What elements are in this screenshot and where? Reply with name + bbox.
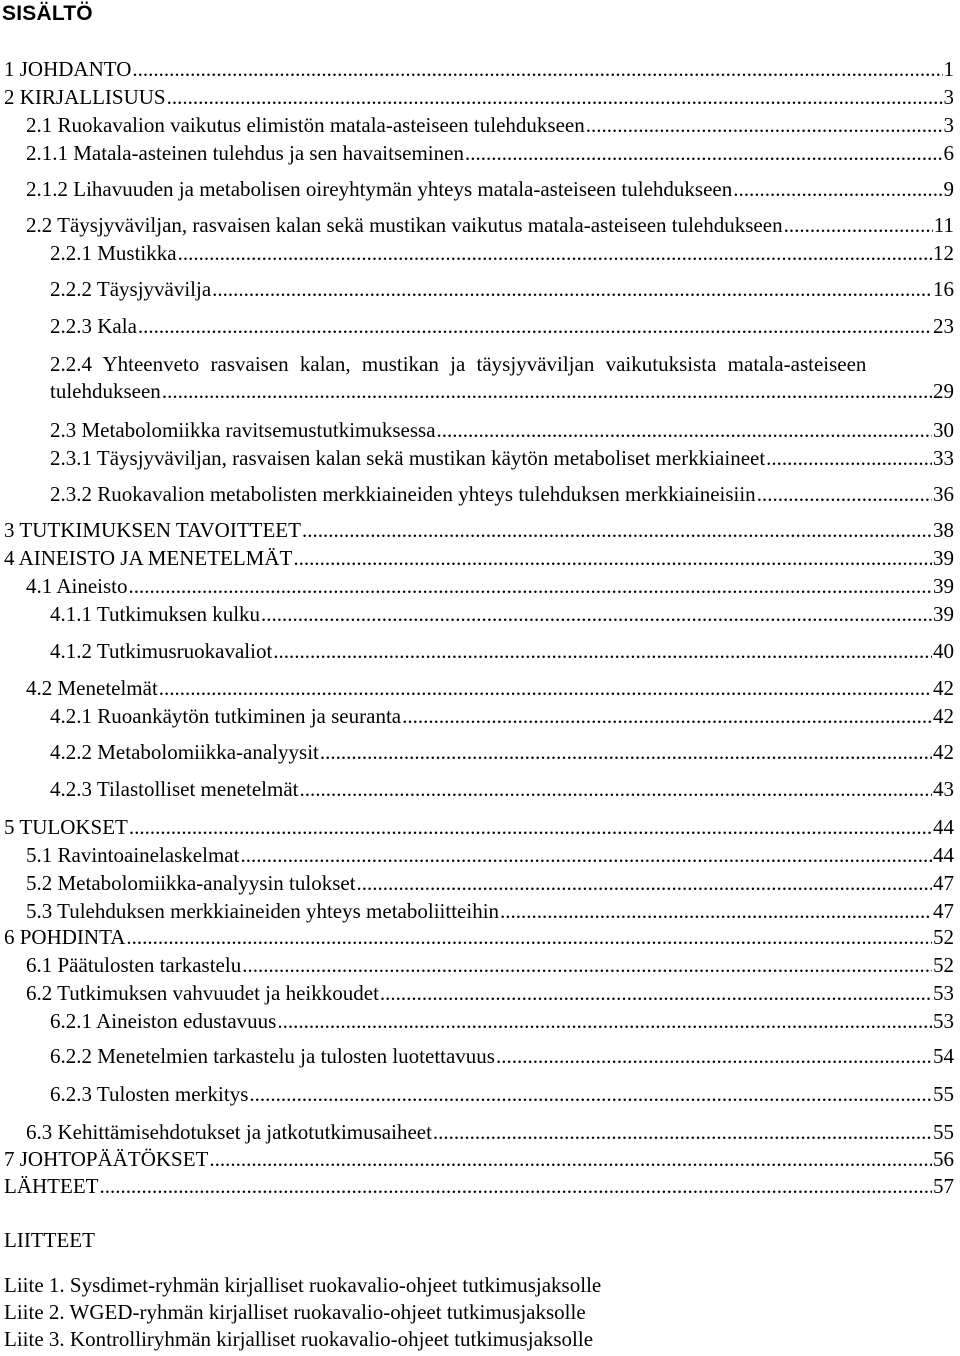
toc-entry-text: 2.1.2 Lihavuuden ja metabolisen oireyhtymän yhteys matala-asteiseen tulehdukseen: [26, 177, 733, 201]
appendices-heading: LIITTEET: [4, 1228, 95, 1252]
toc-entry[interactable]: [4, 1173, 954, 1199]
toc-entry-text: 4.2 Menetelmät: [26, 676, 158, 700]
toc-leader: [242, 952, 932, 978]
toc-page-number: 38: [933, 518, 954, 542]
toc-entry-text: 6.2.1 Aineiston edustavuus: [50, 1009, 277, 1033]
toc-page-number: 42: [933, 676, 954, 700]
toc-page-number: 16: [933, 277, 954, 301]
toc-page-number: 40: [933, 639, 954, 663]
toc-entry-text: 2.2.1 Mustikka: [50, 241, 177, 265]
toc-leader: [380, 980, 932, 1006]
toc-entry[interactable]: [26, 573, 954, 599]
toc-entry[interactable]: [50, 313, 954, 339]
toc-entry-text: 2 KIRJALLISUUS: [4, 85, 166, 109]
toc-page-number: 1: [943, 57, 954, 81]
toc-entry-text: 4.1.1 Tutkimuksen kulku: [50, 602, 261, 626]
toc-entry-text: 5.2 Metabolomiikka-analyysin tulokset: [26, 871, 356, 895]
toc-page-number: 42: [933, 740, 954, 764]
toc-entry[interactable]: [26, 176, 954, 202]
toc-entry[interactable]: [26, 898, 954, 924]
toc-leader: [129, 814, 932, 840]
toc-entry[interactable]: [26, 1119, 954, 1145]
toc-entry-text: 2.2.2 Täysjyvävilja: [50, 277, 212, 301]
toc-page-number: 30: [933, 418, 954, 442]
toc-leader: [757, 481, 932, 507]
toc-page-number: 36: [933, 482, 954, 506]
toc-entry-text: 5.1 Ravintoainelaskelmat: [26, 843, 240, 867]
toc-page-number: 29: [933, 379, 954, 403]
toc-page-number: 44: [933, 815, 954, 839]
toc-page-number: 3: [943, 113, 954, 137]
toc-leader: [162, 378, 932, 404]
toc-entry[interactable]: [26, 842, 954, 868]
toc-entry[interactable]: [26, 870, 954, 896]
appendix-item: Liite 2. WGED-ryhmän kirjalliset ruokavalio-ohjeet tutkimusjaksolle: [4, 1300, 586, 1324]
toc-leader: [496, 1043, 932, 1069]
toc-entry[interactable]: [26, 212, 954, 238]
toc-entry[interactable]: [4, 1146, 954, 1172]
appendix-item: Liite 1. Sysdimet-ryhmän kirjalliset ruokavalio-ohjeet tutkimusjaksolle: [4, 1273, 602, 1297]
toc-entry[interactable]: [50, 351, 954, 404]
toc-leader: [465, 140, 943, 166]
toc-entry-text: 2.1.1 Matala-asteinen tulehdus ja sen havaitseminen: [26, 141, 464, 165]
toc-page-number: 56: [933, 1147, 954, 1171]
toc-page-number: 55: [933, 1082, 954, 1106]
toc-entry-text: 4.2.3 Tilastolliset menetelmät: [50, 777, 299, 801]
toc-entry[interactable]: [26, 952, 954, 978]
toc-leader: [273, 638, 932, 664]
toc-entry-text: 3 TUTKIMUKSEN TAVOITTEET: [4, 518, 301, 542]
toc-leader: [784, 212, 933, 238]
toc-page-number: 9: [943, 177, 954, 201]
toc-entry-text: 6.1 Päätulosten tarkastelu: [26, 953, 242, 977]
toc-page-number: 54: [933, 1044, 954, 1068]
toc-page-number: 52: [933, 953, 954, 977]
toc-entry[interactable]: [26, 112, 954, 138]
toc-leader: [433, 1119, 932, 1145]
toc-leader: [437, 417, 932, 443]
toc-entry-text: 1 JOHDANTO: [4, 57, 132, 81]
toc-entry[interactable]: [4, 814, 954, 840]
toc-entry[interactable]: [50, 1081, 954, 1107]
toc-entry-text: LÄHTEET: [4, 1174, 99, 1198]
toc-leader: [129, 573, 932, 599]
toc-entry-text: 6 POHDINTA: [4, 925, 126, 949]
toc-page-number: 43: [933, 777, 954, 801]
toc-page-number: 11: [933, 213, 954, 237]
toc-leader: [300, 776, 933, 802]
toc-entry-text: 4.2.2 Metabolomiikka-analyysit: [50, 740, 319, 764]
toc-entry[interactable]: [26, 675, 954, 701]
toc-entry-text: 2.1 Ruokavalion vaikutus elimistön matala-asteiseen tulehdukseen: [26, 113, 585, 137]
toc-entry[interactable]: [4, 545, 954, 571]
toc-page-number: 57: [933, 1174, 954, 1198]
toc-leader: [261, 601, 932, 627]
toc-entry[interactable]: [50, 601, 954, 627]
toc-page-number: 47: [933, 871, 954, 895]
toc-entry-text: 5.3 Tulehduksen merkkiaineiden yhteys metaboliitteihin: [26, 899, 500, 923]
toc-entry-text: 5 TULOKSET: [4, 815, 128, 839]
toc-leader: [240, 842, 932, 868]
toc-page-number: 55: [933, 1120, 954, 1144]
toc-entry[interactable]: [50, 638, 954, 664]
toc-entry-text: 2.3 Metabolomiikka ravitsemustutkimuksessa: [50, 418, 436, 442]
toc-leader: [320, 739, 932, 765]
toc-entry-text: 4 AINEISTO JA MENETELMÄT: [4, 546, 293, 570]
toc-entry-text: 4.1.2 Tutkimusruokavaliot: [50, 639, 273, 663]
toc-entry[interactable]: [50, 481, 954, 507]
toc-entry-text: 2.3.1 Täysjyväviljan, rasvaisen kalan sekä mustikan käytön metaboliset merkkiaineet: [50, 446, 766, 470]
toc-page-number: 47: [933, 899, 954, 923]
toc-entry[interactable]: [4, 84, 954, 110]
toc-entry[interactable]: [50, 240, 954, 266]
toc-leader: [586, 112, 943, 138]
toc-entry-line: [50, 378, 954, 404]
toc-entry-text: 2.2.4 Yhteenveto rasvaisen kalan, mustikan ja täysjyväviljan vaikutuksista matala-asteiseen: [50, 352, 867, 376]
toc-entry-text: 4.1 Aineisto: [26, 574, 128, 598]
toc-leader: [159, 675, 932, 701]
toc-page-number: 42: [933, 704, 954, 728]
toc-page-number: 39: [933, 546, 954, 570]
toc-leader: [733, 176, 942, 202]
toc-entry[interactable]: [50, 776, 954, 802]
toc-entry[interactable]: [26, 140, 954, 166]
toc-leader: [293, 545, 932, 571]
toc-leader: [126, 924, 932, 950]
toc-entry-text: 2.3.2 Ruokavalion metabolisten merkkiaineiden yhteys tulehduksen merkkiaineisiin: [50, 482, 756, 506]
toc-entry-text: tulehdukseen: [50, 379, 161, 403]
toc-leader: [249, 1081, 932, 1107]
appendix-item: Liite 3. Kontrolliryhmän kirjalliset ruokavalio-ohjeet tutkimusjaksolle: [4, 1327, 594, 1351]
toc-page-number: 39: [933, 574, 954, 598]
toc-entry[interactable]: [50, 1008, 954, 1034]
toc-leader: [766, 445, 932, 471]
toc-page-number: 23: [933, 314, 954, 338]
toc-entry-text: 6.3 Kehittämisehdotukset ja jatkotutkimusaiheet: [26, 1120, 432, 1144]
toc-page-number: 33: [933, 446, 954, 470]
toc-entry[interactable]: [50, 445, 954, 471]
toc-page-number: 12: [933, 241, 954, 265]
toc-entry[interactable]: [4, 517, 954, 543]
toc-leader: [209, 1146, 932, 1172]
toc-entry[interactable]: [26, 980, 954, 1006]
toc-page-number: 53: [933, 981, 954, 1005]
toc-page-number: 52: [933, 925, 954, 949]
toc-entry[interactable]: [50, 417, 954, 443]
toc-leader: [167, 84, 943, 110]
toc-leader: [212, 276, 932, 302]
toc-leader: [99, 1173, 932, 1199]
toc-page-number: 44: [933, 843, 954, 867]
toc-leader: [500, 898, 932, 924]
toc-entry-text: 2.2 Täysjyväviljan, rasvaisen kalan sekä mustikan vaikutus matala-asteiseen tulehdukseen: [26, 213, 783, 237]
toc-entry-text: 6.2 Tutkimuksen vahvuudet ja heikkoudet: [26, 981, 379, 1005]
toc-leader: [402, 703, 932, 729]
page-title: SISÄLTÖ: [2, 2, 93, 25]
toc-page-number: 39: [933, 602, 954, 626]
toc-leader: [357, 870, 932, 896]
toc-entry-line: [50, 351, 954, 378]
toc-entry[interactable]: [50, 739, 954, 765]
toc-entry-text: 6.2.2 Menetelmien tarkastelu ja tulosten luotettavuus: [50, 1044, 495, 1068]
toc-page-number: 53: [933, 1009, 954, 1033]
toc-leader: [178, 240, 932, 266]
toc-page-number: 6: [943, 141, 954, 165]
toc-entry[interactable]: [50, 703, 954, 729]
toc-leader: [302, 517, 932, 543]
toc-leader: [277, 1008, 932, 1034]
toc-leader: [138, 313, 932, 339]
toc-page-number: 3: [943, 85, 954, 109]
toc-leader: [132, 56, 942, 82]
toc-entry[interactable]: [4, 924, 954, 950]
toc-entry-text: 2.2.3 Kala: [50, 314, 137, 338]
toc-entry[interactable]: [4, 56, 954, 82]
toc-entry-text: 7 JOHTOPÄÄTÖKSET: [4, 1147, 209, 1171]
toc-entry-text: 6.2.3 Tulosten merkitys: [50, 1082, 249, 1106]
toc-entry-text: 4.2.1 Ruoankäytön tutkiminen ja seuranta: [50, 704, 402, 728]
toc-entry[interactable]: [50, 1043, 954, 1069]
toc-entry[interactable]: [50, 276, 954, 302]
